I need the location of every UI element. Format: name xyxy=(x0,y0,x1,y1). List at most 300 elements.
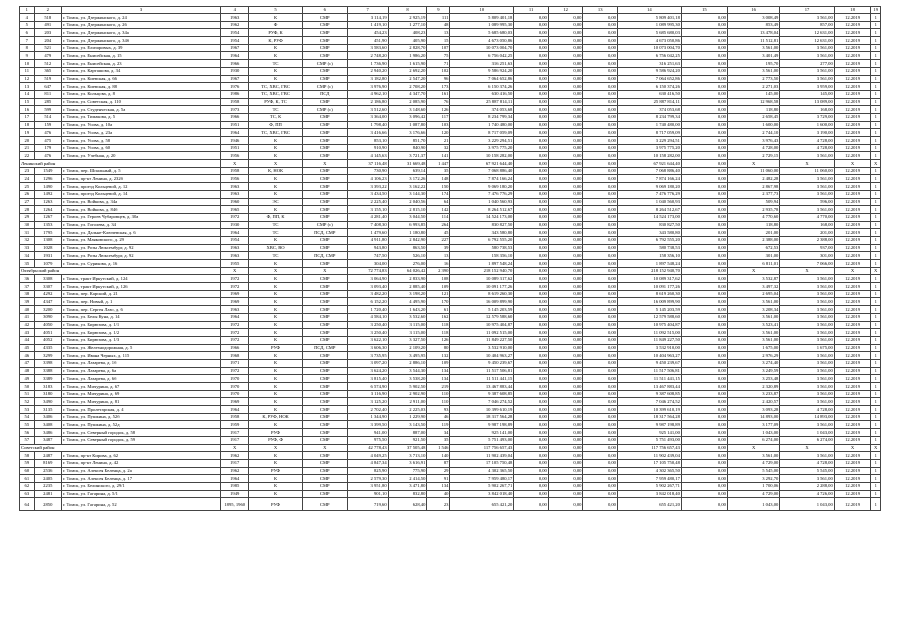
table-cell: 1 xyxy=(871,236,881,244)
table-cell: 1972 xyxy=(221,213,249,221)
table-cell: 853,49 xyxy=(727,21,779,29)
table-cell: К xyxy=(249,137,302,145)
table-cell: 19 xyxy=(20,129,35,137)
table-cell: 40 xyxy=(427,490,450,498)
table-cell: 13 089,00 xyxy=(780,98,834,106)
table-cell: 3 093,40 xyxy=(347,283,388,291)
table-cell: 1972 xyxy=(221,283,249,291)
table-cell: г. Томск, ул. Маяковского, д. 29 xyxy=(61,236,220,244)
table-cell: 0,00 xyxy=(514,375,549,383)
table-cell: 0,00 xyxy=(681,206,727,214)
table-cell: 1 xyxy=(871,152,881,160)
table-cell: 0,00 xyxy=(514,37,549,45)
table-row xyxy=(20,490,881,498)
table-cell: 1 479,60 xyxy=(347,229,388,237)
table-cell: ТС xyxy=(249,252,302,260)
table-cell: г. Томск, ул. Алексея Беленца, д. 2а xyxy=(61,467,220,475)
table-cell: 11 092 515,00 xyxy=(617,329,681,337)
table-cell: 719,60 xyxy=(347,498,388,511)
table-cell: ТС xyxy=(249,60,302,68)
table-cell: 5 545,00 xyxy=(780,467,834,475)
table-cell: г. Томск, проезд Кольцевой, д. 12 xyxy=(61,183,220,191)
subtotal-cell: X xyxy=(871,444,881,452)
table-cell: 4 726,00 xyxy=(780,490,834,498)
table-cell: 1 xyxy=(871,60,881,68)
table-cell: 1958 xyxy=(221,413,249,421)
table-cell: 132 xyxy=(427,352,450,360)
table-cell: г. Томск, ул. Студенческая, д. 5а xyxy=(61,106,220,114)
table-cell: 5 545,00 xyxy=(727,467,779,475)
table-row xyxy=(20,298,881,306)
table-cell: 0,00 xyxy=(583,375,618,383)
table-cell: 0,00 xyxy=(681,183,727,191)
table-cell: 3 561,00 xyxy=(780,306,834,314)
table-cell: 0,00 xyxy=(514,359,549,367)
table-cell: 12.2019 xyxy=(834,183,871,191)
table-cell: 12.2019 xyxy=(834,252,871,260)
table-cell: 1 xyxy=(871,398,881,406)
table-cell: 0,00 xyxy=(583,383,618,391)
table-cell: 580 738,53 xyxy=(450,244,514,252)
table-row xyxy=(20,336,881,344)
table-cell: г. Томск, пр-кт Кирова, д. 62 xyxy=(61,452,220,460)
table-cell: 3 115,00 xyxy=(388,321,427,329)
table-cell: 5 145 203,59 xyxy=(617,306,681,314)
table-cell: 93 xyxy=(427,406,450,414)
table-cell: 0,00 xyxy=(681,290,727,298)
table-cell: 12.2019 xyxy=(834,306,871,314)
table-cell: 1 700,06 xyxy=(727,482,779,490)
table-cell: 64 xyxy=(427,198,450,206)
table-cell: 7 476 776,29 xyxy=(450,190,514,198)
table-cell: 4 302 365,50 xyxy=(617,467,681,475)
table-cell: 6 152,20 xyxy=(347,298,388,306)
table-cell: 0,00 xyxy=(681,452,727,460)
table-cell: 4 145,63 xyxy=(347,152,388,160)
table-row xyxy=(20,321,881,329)
table-cell: 2 482,28 xyxy=(727,175,779,183)
table-cell: 1966 xyxy=(221,344,249,352)
table-cell: 0,00 xyxy=(514,113,549,121)
table-cell: 3 561,00 xyxy=(780,175,834,183)
table-cell: К xyxy=(249,14,302,22)
table-cell: СМР xyxy=(302,329,347,337)
table-cell: 925 141,00 xyxy=(450,429,514,437)
table-cell: 3 364,00 xyxy=(347,113,388,121)
table-cell: СМР xyxy=(302,137,347,145)
table-cell: 0,00 xyxy=(681,436,727,444)
table-cell: 0,00 xyxy=(583,113,618,121)
table-cell: 1308 xyxy=(34,236,61,244)
table-cell: 0,00 xyxy=(514,313,549,321)
table-cell: 0,00 xyxy=(583,190,618,198)
table-cell: 3486 xyxy=(34,429,61,437)
table-cell: 3 561,00 xyxy=(780,421,834,429)
table-cell: 7 046 274,52 xyxy=(450,398,514,406)
table-cell: 23 xyxy=(427,498,450,511)
table-cell: 0,00 xyxy=(514,459,549,467)
table-cell: г. Томск, ул. Северный городок, д. 58 xyxy=(61,429,220,437)
table-cell: 1 277,10 xyxy=(388,21,427,29)
table-cell: 12.2019 xyxy=(834,221,871,229)
table-cell: 1 043,00 xyxy=(780,429,834,437)
table-cell: 1971 xyxy=(221,359,249,367)
table-cell: 5 145 203,59 xyxy=(450,306,514,314)
subtotal-cell: X xyxy=(871,160,881,168)
table-cell: 3 497,32 xyxy=(727,283,779,291)
table-cell: 4 049,25 xyxy=(347,452,388,460)
table-cell: 0,00 xyxy=(548,459,583,467)
table-cell: 1 xyxy=(871,14,881,22)
table-cell: 3 561,00 xyxy=(780,183,834,191)
table-cell: К xyxy=(249,260,302,268)
table-cell: 110 xyxy=(427,398,450,406)
table-cell: 6 792 555,20 xyxy=(450,236,514,244)
subtotal-cell: X xyxy=(727,444,779,452)
table-cell: 1964 xyxy=(221,313,249,321)
table-cell: 1 xyxy=(871,183,881,191)
table-cell: 2 885,40 xyxy=(388,283,427,291)
table-cell: 12.2019 xyxy=(834,413,871,421)
table-cell: г. Томск, ул. Пролетарская, д. 4 xyxy=(61,406,220,414)
table-cell: 0,00 xyxy=(514,352,549,360)
table-cell: СМР xyxy=(302,398,347,406)
table-cell: 1 xyxy=(871,475,881,483)
table-cell: 3 561,00 xyxy=(780,367,834,375)
table-cell: 12.2019 xyxy=(834,436,871,444)
table-cell: 887,00 xyxy=(388,429,427,437)
table-cell: 1 xyxy=(871,244,881,252)
table-cell: 4 728,00 xyxy=(780,137,834,145)
table-cell: 1 xyxy=(871,75,881,83)
table-cell: 1 xyxy=(871,490,881,498)
table-cell: 2 748,20 xyxy=(347,52,388,60)
table-cell: 0,00 xyxy=(514,283,549,291)
table-cell: 103 xyxy=(427,121,450,129)
subtotal-cell: 0,00 xyxy=(583,267,618,275)
table-cell: 4 106,23 xyxy=(347,175,388,183)
table-cell: 479 xyxy=(34,52,61,60)
table-cell: 119 xyxy=(427,421,450,429)
table-cell: 161 xyxy=(427,90,450,98)
table-cell: 12.2019 xyxy=(834,83,871,91)
table-cell: 3 561,00 xyxy=(780,352,834,360)
table-cell: 13 478,04 xyxy=(727,29,779,37)
table-cell: 0,00 xyxy=(583,14,618,22)
table-cell: 10 404 963,27 xyxy=(450,352,514,360)
table-row xyxy=(20,359,881,367)
table-cell: СМР xyxy=(302,206,347,214)
table-cell: 0,00 xyxy=(583,37,618,45)
table-cell: 1028 xyxy=(34,244,61,252)
table-cell: К, НОК xyxy=(249,167,302,175)
table-cell: 1 xyxy=(871,336,881,344)
document-sheet xyxy=(19,6,881,511)
table-cell: 1986 xyxy=(221,90,249,98)
table-cell: 0,00 xyxy=(583,452,618,460)
table-cell: ТС, К xyxy=(249,113,302,121)
table-row xyxy=(20,390,881,398)
table-cell: 118 xyxy=(427,321,450,329)
table-cell: 16 009 899,90 xyxy=(617,298,681,306)
table-cell: 0,00 xyxy=(548,21,583,29)
table-cell: 0,00 xyxy=(681,44,727,52)
table-cell: 10 399 610,19 xyxy=(617,406,681,414)
table-cell: 121 xyxy=(427,290,450,298)
column-number-cell: 19 xyxy=(871,7,881,14)
table-row xyxy=(20,236,881,244)
table-cell: 3 093,28 xyxy=(727,406,779,414)
table-cell: 0,00 xyxy=(548,429,583,437)
table-cell: 3 561,00 xyxy=(780,336,834,344)
table-cell: 0,00 xyxy=(681,221,727,229)
table-cell: 227 xyxy=(427,236,450,244)
table-cell: г. Томск, ул. Усова, д. 23а xyxy=(61,129,220,137)
table-cell: 0,00 xyxy=(514,198,549,206)
table-cell: К xyxy=(249,206,302,214)
table-cell: РУФ, К, ТС xyxy=(249,98,302,106)
table-cell: 4 728,00 xyxy=(727,144,779,152)
table-cell: 10 091 177,26 xyxy=(450,283,514,291)
table-cell: 1 040 560,93 xyxy=(617,198,681,206)
table-cell: ЭС xyxy=(249,198,302,206)
table-cell: г. Томск, ул. Сурикова, д. 16 xyxy=(61,260,220,268)
table-cell: 3 561,00 xyxy=(727,44,779,52)
table-cell: 3 561,00 xyxy=(780,359,834,367)
table-cell: 162 xyxy=(427,313,450,321)
table-cell: 3 975 775,20 xyxy=(450,144,514,152)
table-cell: 195,70 xyxy=(727,60,779,68)
table-cell: 2850 xyxy=(34,498,61,511)
table-cell: г. Томск, ул. Усова, д. 60 xyxy=(61,144,220,152)
subtotal-cell: 218 152 940,70 xyxy=(617,267,681,275)
table-cell: 0,00 xyxy=(681,175,727,183)
table-cell: 16 009 899,90 xyxy=(450,298,514,306)
table-cell: 3 561,00 xyxy=(727,329,779,337)
table-cell: 6 811,01 xyxy=(727,260,779,268)
table-cell: 1 740 480,00 xyxy=(450,121,514,129)
table-cell: 4 770,00 xyxy=(780,213,834,221)
table-cell: РУФ, К xyxy=(249,29,302,37)
table-cell: 2 225,03 xyxy=(388,406,427,414)
table-cell: ТС xyxy=(249,229,302,237)
table-cell: г. Томск, ул. Дзержинского, д. 34а xyxy=(61,29,220,37)
table-cell: 1964 xyxy=(221,52,249,60)
table-cell: 7 068 886,40 xyxy=(617,167,681,175)
table-cell: 5 685 680,03 xyxy=(450,29,514,37)
table-cell: 0,00 xyxy=(514,167,549,175)
table-cell: 0,00 xyxy=(514,306,549,314)
table-cell: 1954 xyxy=(221,236,249,244)
table-cell: 0,00 xyxy=(681,252,727,260)
table-cell: 4051 xyxy=(34,329,61,337)
table-cell: 0,00 xyxy=(583,221,618,229)
table-cell: СМР xyxy=(302,306,347,314)
table-row xyxy=(20,52,881,60)
table-cell: 0,00 xyxy=(548,467,583,475)
table-cell: 3 182,80 xyxy=(347,75,388,83)
table-cell: 51 xyxy=(20,390,35,398)
table-cell: СМР xyxy=(302,452,347,460)
column-number-cell: 18 xyxy=(834,7,871,14)
table-row xyxy=(20,352,881,360)
table-cell: 264 xyxy=(427,221,450,229)
table-cell: 201,00 xyxy=(780,229,834,237)
table-cell: 2 940,20 xyxy=(347,67,388,75)
table-cell: 0,00 xyxy=(681,137,727,145)
table-cell: СМР xyxy=(302,490,347,498)
table-cell: 6 792 555,20 xyxy=(617,236,681,244)
table-cell: 3 096,42 xyxy=(388,113,427,121)
table-cell: 0,00 xyxy=(583,198,618,206)
table-cell: 35 xyxy=(427,436,450,444)
table-cell: ПСД, СМР xyxy=(302,229,347,237)
table-cell: 3 561,00 xyxy=(780,375,834,383)
table-cell: 3490 xyxy=(34,398,61,406)
table-cell: 301,00 xyxy=(727,252,779,260)
subtotal-cell: 1 546 xyxy=(427,444,450,452)
table-cell: 9 586 924,20 xyxy=(450,67,514,75)
subtotal-cell: X xyxy=(727,267,779,275)
column-number-cell: 14 xyxy=(617,7,681,14)
table-cell: 730,90 xyxy=(347,167,388,175)
table-cell: К xyxy=(249,336,302,344)
table-cell: 1 xyxy=(871,252,881,260)
table-cell: 0,00 xyxy=(583,406,618,414)
table-cell: 3 512,60 xyxy=(347,106,388,114)
table-cell: 1930 xyxy=(221,221,249,229)
table-cell: 840,90 xyxy=(388,144,427,152)
table-cell: 925 141,00 xyxy=(617,429,681,437)
table-cell: 1 229,90 xyxy=(388,413,427,421)
table-cell: 0,00 xyxy=(548,152,583,160)
table-cell: г. Томск, ул. Мичурина, д. 81 xyxy=(61,398,220,406)
subtotal-cell: 1 447 xyxy=(427,160,450,168)
table-cell: 476 xyxy=(34,152,61,160)
table-cell: 3299 xyxy=(34,352,61,360)
table-cell: 203 xyxy=(34,29,61,37)
table-row xyxy=(20,167,881,175)
table-cell: 0,00 xyxy=(548,359,583,367)
table-cell: 0,00 xyxy=(548,298,583,306)
table-cell: 0,00 xyxy=(514,260,549,268)
table-cell: 2 842,90 xyxy=(388,236,427,244)
table-cell: 0,00 xyxy=(514,344,549,352)
table-cell: 4052 xyxy=(34,336,61,344)
table-cell: 6 150 374,26 xyxy=(450,83,514,91)
table-cell: 25 887 814,11 xyxy=(617,98,681,106)
table-cell: 0,00 xyxy=(514,336,549,344)
table-cell: 0,00 xyxy=(681,67,727,75)
table-cell: 12.2019 xyxy=(834,490,871,498)
table-cell: 3 233,87 xyxy=(727,390,779,398)
subtotal-cell: X xyxy=(780,267,834,275)
table-cell: 2 708,20 xyxy=(388,83,427,91)
table-cell: 38 xyxy=(20,290,35,298)
table-cell: 277,00 xyxy=(780,60,834,68)
table-cell: СМР xyxy=(302,37,347,45)
table-cell: 140 xyxy=(427,452,450,460)
table-cell: СМР xyxy=(302,436,347,444)
table-cell: 3 274,40 xyxy=(727,359,779,367)
table-cell: 1895, 1960 xyxy=(221,498,249,511)
table-cell: 901,10 xyxy=(347,490,388,498)
table-cell: 0,00 xyxy=(548,52,583,60)
table-cell: 3 097,20 xyxy=(347,359,388,367)
table-cell: 55 xyxy=(20,421,35,429)
table-cell: СМР xyxy=(302,260,347,268)
table-cell: 0,00 xyxy=(583,121,618,129)
table-cell: 857,00 xyxy=(780,21,834,29)
table-cell: 12.2019 xyxy=(834,198,871,206)
table-cell: 3 532,87 xyxy=(727,275,779,283)
table-cell: 3 975 775,20 xyxy=(617,144,681,152)
table-cell: 2 388,00 xyxy=(780,236,834,244)
table-cell: 4292 xyxy=(34,290,61,298)
table-row xyxy=(20,367,881,375)
table-cell: ТС xyxy=(249,106,302,114)
table-cell: 64 xyxy=(20,498,35,511)
table-cell: 0,00 xyxy=(548,14,583,22)
table-cell: СМР xyxy=(302,98,347,106)
table-cell: 7 064 652,86 xyxy=(450,75,514,83)
table-cell: 4335 xyxy=(34,344,61,352)
table-cell: 21 xyxy=(427,137,450,145)
table-cell: 3 561,00 xyxy=(780,44,834,52)
table-cell: 8 619 260,30 xyxy=(450,290,514,298)
table-cell: СМР xyxy=(302,390,347,398)
table-cell: СМР xyxy=(302,336,347,344)
table-cell: К xyxy=(249,482,302,490)
table-cell: 11 849 227,50 xyxy=(617,336,681,344)
table-cell: 0,00 xyxy=(583,236,618,244)
table-cell: 1 986,20 xyxy=(388,52,427,60)
table-cell: 12.2019 xyxy=(834,44,871,52)
table-cell: 0,00 xyxy=(583,52,618,60)
table-cell: 12.2019 xyxy=(834,137,871,145)
table-cell: 343 580,80 xyxy=(450,229,514,237)
subtotal-cell: X xyxy=(834,444,871,452)
table-cell: 3 172,26 xyxy=(388,175,427,183)
table-cell: 17 xyxy=(20,113,35,121)
table-cell: 8 264 512,67 xyxy=(450,206,514,214)
table-cell: 0,00 xyxy=(681,367,727,375)
table-cell: СМР xyxy=(302,283,347,291)
table-cell: К xyxy=(249,275,302,283)
table-row xyxy=(20,383,881,391)
table-cell: 1930 xyxy=(221,67,249,75)
table-cell: 1962 xyxy=(221,467,249,475)
table-cell: 3408 xyxy=(34,421,61,429)
table-cell: 0,00 xyxy=(514,429,549,437)
table-cell: 1490 xyxy=(34,183,61,191)
table-cell: 3 561,00 xyxy=(780,275,834,283)
table-cell: 0,00 xyxy=(548,283,583,291)
table-cell: 13 xyxy=(20,83,35,91)
table-cell: 45 xyxy=(20,344,35,352)
column-number-cell: 5 xyxy=(249,7,302,14)
table-cell: 1 xyxy=(871,52,881,60)
table-cell: 647 xyxy=(34,83,61,91)
table-cell: 20 xyxy=(20,137,35,145)
table-cell: К xyxy=(249,398,302,406)
table-cell: 12.2019 xyxy=(834,290,871,298)
table-cell: 2 420,57 xyxy=(727,398,779,406)
table-cell: 1969 xyxy=(221,298,249,306)
table-cell: 0,00 xyxy=(514,144,549,152)
table-cell: 374 053,68 xyxy=(450,106,514,114)
table-cell: 91 xyxy=(427,475,450,483)
